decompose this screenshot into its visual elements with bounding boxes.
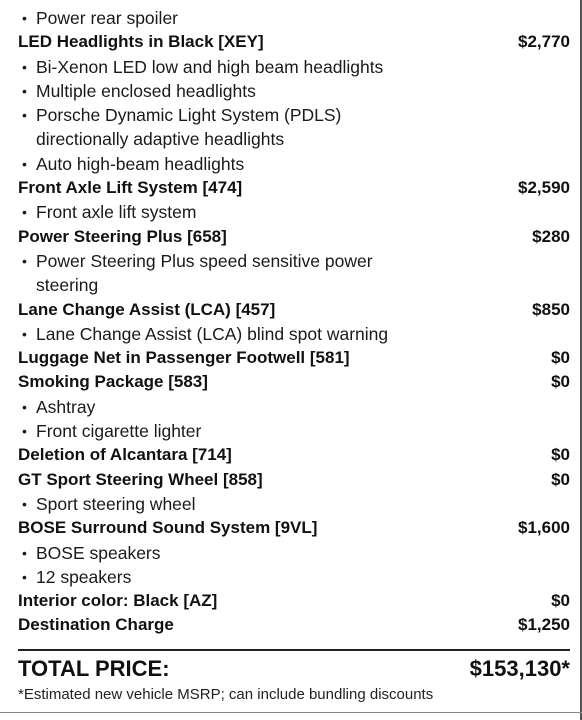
option-row <box>18 589 570 613</box>
footnote: *Estimated new vehicle MSRP; can include bundling discounts <box>18 686 434 703</box>
bullet-icon: • <box>22 155 27 172</box>
feature-item <box>18 419 436 443</box>
option-price: $1,600 <box>518 518 570 538</box>
option-price: $0 <box>551 348 570 368</box>
feature-text: Porsche Dynamic Light System (PDLS) directionally adaptive headlights <box>36 105 342 150</box>
feature-item <box>18 322 436 346</box>
feature-item <box>18 200 436 224</box>
option-name: Power Steering Plus [658] <box>18 226 227 246</box>
bullet-icon: • <box>22 58 27 75</box>
bullet-icon: • <box>22 107 27 124</box>
bullet-icon: • <box>22 204 27 221</box>
option-row <box>18 30 570 54</box>
feature-text: Bi-Xenon LED low and high beam headlights <box>36 56 384 77</box>
total-label: TOTAL PRICE: <box>18 656 170 681</box>
options-list <box>18 6 570 638</box>
option-row <box>18 443 570 467</box>
option-price: $2,590 <box>518 178 570 198</box>
feature-item <box>18 55 436 79</box>
bullet-icon: • <box>22 325 27 342</box>
bullet-icon: • <box>22 10 27 26</box>
option-price: $2,770 <box>518 32 570 52</box>
option-name: LED Headlights in Black [XEY] <box>18 32 264 52</box>
bullet-icon: • <box>22 252 27 269</box>
feature-item <box>18 541 436 565</box>
feature-text: Power Steering Plus speed sensitive power steering <box>36 250 373 296</box>
bullet-icon: • <box>22 568 27 585</box>
bullet-icon: • <box>22 495 27 512</box>
option-price: $0 <box>551 469 570 489</box>
total-row <box>18 654 570 684</box>
feature-item <box>18 103 436 152</box>
option-price: $0 <box>551 591 570 611</box>
bullet-icon: • <box>22 398 27 415</box>
feature-item <box>18 79 436 103</box>
option-row <box>18 176 570 200</box>
feature-text: BOSE speakers <box>36 542 161 563</box>
feature-item <box>18 6 436 30</box>
option-name: Lane Change Assist (LCA) [457] <box>18 299 276 319</box>
bottom-divider <box>0 712 582 713</box>
bullet-icon: • <box>22 544 27 561</box>
feature-item <box>18 565 436 589</box>
option-price: $850 <box>532 299 570 319</box>
feature-item <box>18 395 436 419</box>
option-price: $1,250 <box>518 615 570 635</box>
option-name: Luggage Net in Passenger Footwell [581] <box>18 348 350 368</box>
option-row <box>18 516 570 540</box>
bullet-icon: • <box>22 82 27 99</box>
feature-text: Ashtray <box>36 396 96 417</box>
bullet-icon: • <box>22 423 27 440</box>
option-row <box>18 225 570 249</box>
option-row <box>18 346 570 370</box>
feature-item <box>18 249 436 298</box>
option-price: $0 <box>551 372 570 392</box>
feature-text: Lane Change Assist (LCA) blind spot warning <box>36 323 389 344</box>
option-price: $0 <box>551 445 570 465</box>
feature-item <box>18 492 436 516</box>
option-name: Interior color: Black [AZ] <box>18 591 218 611</box>
option-name: Smoking Package [583] <box>18 372 208 392</box>
feature-text: Sport steering wheel <box>36 493 196 514</box>
option-name: Deletion of Alcantara [714] <box>18 445 232 465</box>
option-name: Front Axle Lift System [474] <box>18 178 243 198</box>
option-name: BOSE Surround Sound System [9VL] <box>18 518 318 538</box>
feature-text: Power rear spoiler <box>36 8 178 28</box>
option-row <box>18 298 570 322</box>
option-price: $280 <box>532 226 570 246</box>
option-name: GT Sport Steering Wheel [858] <box>18 469 263 489</box>
feature-text: Multiple enclosed headlights <box>36 80 256 101</box>
feature-text: Front cigarette lighter <box>36 421 202 442</box>
feature-text: Front axle lift system <box>36 202 197 223</box>
feature-text: Auto high-beam headlights <box>36 153 245 174</box>
total-value: $153,130* <box>469 656 570 681</box>
total-divider <box>18 649 570 651</box>
option-row <box>18 468 570 492</box>
option-row <box>18 370 570 394</box>
option-row <box>18 613 570 637</box>
feature-item <box>18 152 436 176</box>
feature-text: 12 speakers <box>36 566 132 587</box>
option-name: Destination Charge <box>18 615 174 635</box>
